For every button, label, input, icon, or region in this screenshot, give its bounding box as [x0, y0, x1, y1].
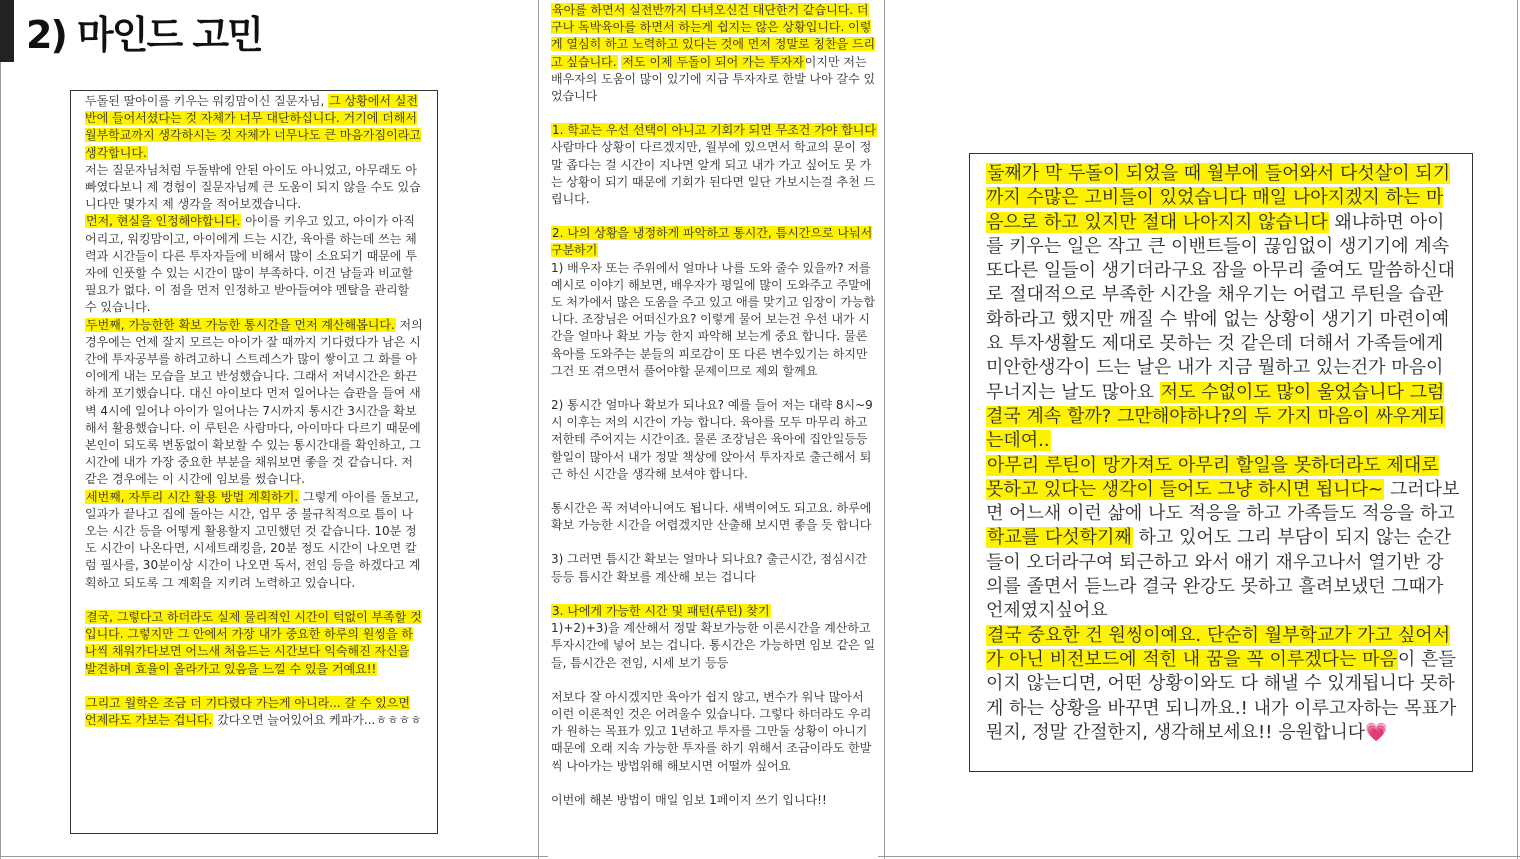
frame-right-line [1517, 0, 1518, 859]
comment-paragraph [551, 122, 878, 139]
comment-card-3 [969, 153, 1473, 772]
comment-1-body [85, 93, 423, 729]
body-text: 하고 있어도 그리 부담이 되지 않는 순간들이 오더라구여 퇴근하고 와서 애기 재우고나서 열기반 강의를 졸면서 듣느라 결국 완강도 못하고 흘려보냈던 그때가 언제였지싶어요 [986, 527, 1452, 622]
highlighted-text: 결국, 그렇다고 하더라도 실제 물리적인 시간이 턱없이 부족할 것입니다. 그렇지만 그 안에서 가장 내가 중요한 하루의 원씽을 하나씩 채워가다보면 어느새 처음드는 시간보다 익숙해진 자신을 발견하며 효율이 올라가고 있음을 느낄 수 있을 거예요!! [85, 609, 422, 676]
highlighted-text: 2. 나의 상황을 냉정하게 파악하고 통시간, 틈시간으로 나눠서 구분하기 [551, 226, 873, 258]
body-text: 1) 배우자 또는 주위에서 얼마나 나를 도와 줄수 있을까? 저를 예시로 이야기 해보면, 배우자가 평일에 많이 도와주고 주말에도 처가에서 많은 도움을 주고 있고 애를 맞기고 임장이 가능합니다. 조장님은 어떠신가요? 이렇게 물어 보는건 우선 내가 시간을 얼마나 확보 가능 한지 파악해 보는게 중요 합니다. 물론 육아를 도와주는 분들의 피로감이 또 다른 변수있기는 하지만 그건 또 겪으면서 풀어야할 문제이므로 제외 할께요 [551, 260, 876, 378]
paragraph-spacer [551, 672, 878, 689]
comment-paragraph [85, 162, 423, 214]
comment-paragraph [551, 260, 878, 380]
comment-paragraph [986, 454, 1460, 624]
comment-paragraph [551, 397, 878, 483]
paragraph-spacer [551, 586, 878, 603]
body-text: 사람마다 상황이 다르겠지만, 월부에 있으면서 학교의 문이 정말 좁다는 걸 시간이 지나면 알게 되고 내가 가고 싶어도 못 가는 상황이 되기 때문에 기회가 된다면 일단 가보시는걸 추천 드립니다. [551, 140, 876, 207]
highlighted-text: 그 상황에서 실전반에 들어서셨다는 것 자체가 너무 대단하십니다. 거기에 더해서 월부학교까지 생각하시는 것 자체가 너무나도 큰 마음가짐이라고 생각합니다. [85, 94, 421, 160]
highlighted-text: 저도 이제 두돌이 되어 가는 투자자 [622, 54, 804, 69]
paragraph-spacer [551, 483, 878, 500]
comment-paragraph [85, 695, 423, 729]
paragraph-spacer [85, 592, 423, 609]
paragraph-spacer [551, 208, 878, 225]
body-text: 통시간은 꼭 저녁아니여도 됩니다. 새벽이여도 되고요. 하루에 확보 가능한 시간을 어렵겠지만 산출해 보시면 좋을 듯 합니다 [551, 501, 872, 533]
comment-paragraph [85, 213, 423, 316]
column-divider-right [884, 0, 885, 859]
highlighted-text: 3. 나에게 가능한 시간 및 패턴(루틴) 찾기 [552, 603, 770, 618]
section-header [0, 0, 540, 62]
highlighted-text: 두번째, 가능한한 확보 가능한 통시간을 먼저 계산해봅니다. [86, 317, 395, 332]
comment-paragraph [85, 489, 423, 592]
highlighted-text: 둘째가 막 두돌이 되었을 때 월부에 들어와서 다섯살이 되기까지 수많은 고비들이 있었습니다 매일 나아지겠지 하는 마음으로 하고 있지만 절대 나아지지 않습니다 [986, 163, 1451, 233]
highlighted-text: 아무리 루틴이 망가져도 아무리 할일을 못하더라도 제대로 못하고 있다는 생각이 들어도 그냥 하시면 됩니다~ [986, 454, 1439, 500]
comment-paragraph [551, 603, 878, 620]
body-text: 그러다보면 어느새 이런 삶에 나도 적응을 하고 가족들도 적응을 하고 [986, 478, 1460, 525]
body-text: 저의 경우에는 언제 잘지 모르는 아이가 잘 때까지 기다렸다가 남은 시간에 투자공부를 하려고하니 스트레스가 많이 쌓이고 그 화를 아이에게 내는 모습을 보고 반성했습니다. 그래서 저녁시간은 화끈하게 포기했습니다. 대신 아이보다 먼저 일어나는 습관을 들여 새벽 4시에 일어나 아이가 일어나는 7시까지 통시간 3시간을 확보해서 활용했습니다. 이 루틴은 사람마다, 아이마다 다르기 때문에 본인이 되도록 변동없이 확보할 수 있는 통시간대를 확인하고, 그 시간에 내가 가장 중요한 부분을 채워보면 좋을 것 같습니다. 저 같은 경우에는 이 시간에 임보를 썼습니다. [85, 317, 423, 487]
comment-card-1 [70, 90, 438, 834]
highlighted-text: 저도 수없이도 많이 울었습니다 그럼 결국 계속 할까? 그만해야하나?의 두 가지 마음이 싸우게되는데여.. [986, 381, 1446, 452]
body-text: 저는 질문자님처럼 두돌밖에 안된 아이도 아니었고, 아무래도 아빠였다보니 제 경험이 질문자님께 큰 도움이 되지 않을 수도 있습니다만 몇가지 제 생각을 적어보겠습니다. [85, 162, 421, 212]
paragraph-spacer [85, 678, 423, 695]
comment-paragraph [85, 609, 423, 678]
highlighted-text: 1. 학교는 우선 선택이 아니고 기회가 되면 무조건 가야 합니다 [552, 123, 876, 138]
comment-paragraph [551, 551, 878, 585]
comment-paragraph [551, 620, 878, 672]
body-text: 저보다 잘 아시겠지만 육아가 쉽지 않고, 변수가 워낙 많아서 이런 이론적인 것은 어려울수 있습니다. 그렇다 하더라도 우리가 원하는 목표가 있고 1년하고 투자를 그만둘 상황이 아니기 때문에 오래 지속 가능한 투자를 하기 위해서 조금이라도 한발씩 나아가는 방법위해 해보시면 어떨까 싶어요 [551, 689, 872, 773]
comment-paragraph [551, 500, 878, 534]
comment-2-body [551, 2, 878, 809]
comment-paragraph [551, 225, 878, 259]
header-accent-bar [0, 0, 14, 62]
body-text: 이지만 저는 배우자의 도움이 많이 있기에 지금 투자자로 한발 나아 갈수 있었습니다 [551, 54, 876, 104]
highlighted-text: 먼저, 현실을 인정해야합니다. [86, 214, 241, 229]
paragraph-spacer [551, 380, 878, 397]
paragraph-spacer [551, 105, 878, 122]
comment-paragraph [85, 93, 423, 162]
comment-card-2 [548, 0, 878, 859]
highlighted-text: 그리고 월학은 조금 더 기다렸다 가는게 아니라... 갈 수 있으면 언제라도 가보는 겁니다. [85, 695, 410, 727]
comment-3-body [986, 162, 1460, 745]
column-divider-left [538, 0, 539, 859]
frame-left-line [0, 62, 1, 859]
comment-paragraph [551, 689, 878, 775]
paragraph-spacer [551, 775, 878, 792]
body-text: 1)+2)+3)을 계산해서 정말 확보가능한 이론시간을 계산하고 투자시간에 넣어 보는 겁니다. 통시간은 가능하면 임보 같은 일들, 틈시간은 전임, 시세 보기 등등 [551, 621, 876, 670]
comment-paragraph [551, 2, 878, 105]
highlighted-text: 육아를 하면서 실전반까지 다녀오신건 대단한거 같습니다. 더구나 독박육아를 하면서 하는게 쉽지는 않은 상황입니다. 이렇게 열심히 하고 노력하고 있다는 것에 먼저 정말로 칭찬을 드리고 싶습니다. [551, 3, 876, 69]
body-text: 갔다오면 늘어있어요 케파가...ㅎㅎㅎㅎ [213, 712, 422, 727]
comment-paragraph [551, 792, 878, 809]
body-text: 아이를 키우고 있고, 아이가 아직 어리고, 워킹맘이고, 아이에게 드는 시간, 육아를 하는데 쓰는 체력과 시간들이 다른 투자자들에 비해서 많이 소요되기 때문에 투자에 인풋할 수 있는 시간이 많이 부족하다. 이건 남들과 비교할 필요가 없다. 이 점을 먼저 인정하고 받아들여야 멘탈을 관리할 수 있습니다. [85, 214, 417, 315]
highlighted-text: 결국 중요한 건 원씽이예요. 단순히 월부학교가 가고 싶어서가 아닌 비전보드에 적힌 내 꿈을 꼭 이루겠다는 마음 [986, 624, 1451, 670]
comment-paragraph [85, 317, 423, 489]
body-text: 그렇게 아이를 돌보고, 일과가 끝나고 집에 돌아는 시간, 업무 중 불규칙적으로 틈이 나오는 시간 등을 어떻게 활용할지 고민했던 것 같습니다. 10분 정도 시간이 나온다면, 시세트래킹을, 20분 정도 시간이 나오면 칼럼 필사를, 30분이상 시간이 나오면 독서, 전임 등을 하겠다고 계획하고 되도록 그 계획을 지키려 노력하고 있습니다. [85, 489, 421, 590]
section-title: 2) 마인드 고민 [26, 13, 262, 57]
body-text: 2) 통시간 얼마나 확보가 되나요? 예를 들어 저는 대략 8시~9시 이후는 저의 시간이 가능 합니다. 육아를 모두 마무리 하고 저한테 주어지는 시간이죠. 물론 조장님은 육아에 집안일등등 할일이 많아서 내가 정말 책상에 앉아서 투자자로 출근해서 퇴근 하신 시간을 생각해 보셔야 합니다. [551, 398, 873, 481]
body-text: 두돌된 딸아이를 키우는 워킹맘이신 질문자님, [85, 94, 329, 108]
comment-paragraph [551, 139, 878, 208]
body-text: 3) 그러면 틈시간 확보는 얼마나 되나요? 출근시간, 점심시간 등등 틈시간 확보를 계산해 보는 겁니다 [551, 552, 867, 584]
highlighted-text: 학교를 다섯학기째 [987, 527, 1132, 549]
body-text: 이 흔들이지 않는디면, 어떤 상황이와도 다 해낼 수 있게됩니다 못하게 하는 상황을 바꾸면 되니까요.! 내가 이루고자하는 목표가 뭔지, 정말 간절한지, 생각해보세요!! 응원합니다 [986, 648, 1457, 743]
paragraph-spacer [551, 534, 878, 551]
comment-paragraph [986, 162, 1460, 454]
comment-paragraph [986, 624, 1460, 745]
highlighted-text: 세번째, 자투리 시간 활용 방법 계획하기. [86, 489, 299, 504]
heart-emoji-icon: 💗 [1365, 721, 1388, 743]
body-text: 이번에 해본 방법이 매일 임보 1페이지 쓰기 입니다!! [551, 792, 827, 807]
body-text: 왜냐하면 아이를 키우는 일은 작고 큰 이밴트들이 끊임없이 생기기에 계속 또다른 일들이 생기더라구요 잠을 아무리 줄여도 말씀하신대로 절대적으로 부족한 시간을 채우기는 어렵고 루틴을 습관화하라고 했지만 깨질 수 밖에 없는 상황이 생기기 마련이예요 투자생활도 제대로 못하는 것 같은데 더해서 가족들에게 미안한생각이 드는 날은 내가 지금 뭘하고 있는건가 마음이 무너지는 날도 많아요 [986, 211, 1456, 403]
